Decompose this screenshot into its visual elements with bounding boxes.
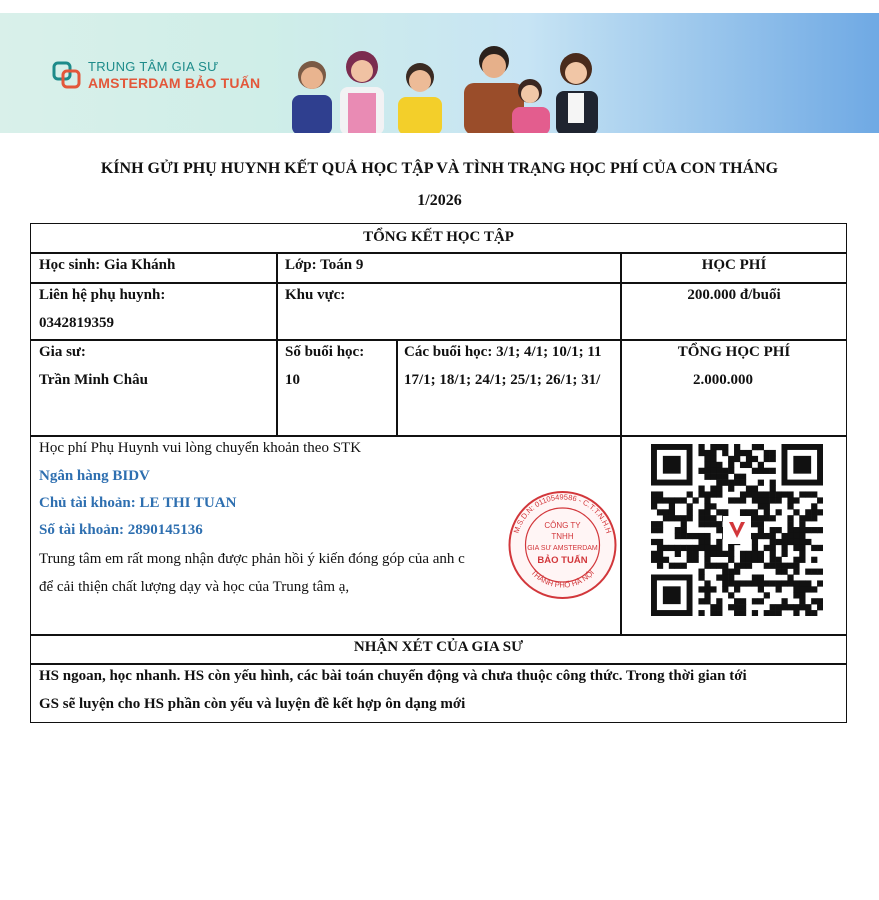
tutor-remarks-line1: HS ngoan, học nhanh. HS còn yếu hình, các bài toán chuyển động và chưa thuộc công thức. Trong thời gian tới (39, 668, 747, 684)
payment-instruction: Học phí Phụ Huynh vui lòng chuyển khoản theo STK (39, 440, 362, 456)
svg-text:THÀNH PHỐ HÀ NỘI: THÀNH PHỐ HÀ NỘI (529, 568, 596, 590)
payment-qr-code-icon (651, 444, 823, 616)
tutor-label: Gia sư: (39, 344, 86, 360)
session-dates-line1: Các buổi học: 3/1; 4/1; 10/1; 11 (404, 344, 602, 360)
table-divider (276, 252, 278, 435)
fee-value: 200.000 đ/buổi (687, 287, 781, 303)
parent-phone: 0342819359 (39, 315, 114, 331)
total-fee-label: TỔNG HỌC PHÍ (677, 344, 791, 360)
student-name: Học sinh: Gia Khánh (39, 257, 176, 273)
svg-text:CÔNG TY: CÔNG TY (544, 521, 581, 530)
table-header: TỔNG KẾT HỌC TẬP (363, 229, 514, 245)
session-dates-line2: 17/1; 18/1; 24/1; 25/1; 26/1; 31/ (404, 372, 601, 388)
tutor-name: Trần Minh Châu (39, 372, 148, 388)
remarks-header: NHẬN XÉT CỦA GIA SƯ (353, 639, 524, 655)
account-number: Số tài khoản: 2890145136 (39, 522, 203, 538)
page-title-month: 1/2026 (417, 192, 462, 209)
sessions-count: 10 (285, 372, 300, 388)
svg-text:BẢO TUẤN: BẢO TUẤN (537, 555, 588, 566)
logo-text-line2: AMSTERDAM BẢO TUẤN (88, 75, 261, 91)
company-stamp-icon (505, 490, 620, 600)
table-divider (620, 252, 622, 634)
account-holder: Chủ tài khoản: LE THI TUAN (39, 495, 237, 511)
team-photo-image (272, 33, 612, 133)
area-label: Khu vực: (285, 287, 346, 303)
tutor-remarks-line2: GS sẽ luyện cho HS phần còn yếu và luyện đề kết hợp ôn dạng mới (39, 696, 466, 712)
svg-text:GIA SƯ AMSTERDAM: GIA SƯ AMSTERDAM (527, 545, 598, 552)
class-name: Lớp: Toán 9 (285, 257, 364, 273)
page-title: KÍNH GỬI PHỤ HUYNH KẾT QUẢ HỌC TẬP VÀ TÌNH TRẠNG HỌC PHÍ CỦA CON THÁNG (100, 160, 779, 177)
sessions-label: Số buổi học: (285, 344, 365, 360)
svg-text:TNHH: TNHH (551, 532, 574, 541)
feedback-text-line1: Trung tâm em rất mong nhận được phản hồi ý kiến đóng góp của anh c (39, 551, 465, 567)
header-banner (0, 13, 879, 133)
table-divider (396, 339, 398, 435)
logo-text-line1: TRUNG TÂM GIA SƯ (88, 59, 219, 74)
fee-label: HỌC PHÍ (701, 257, 767, 273)
bank-name: Ngân hàng BIDV (39, 468, 150, 484)
feedback-text-line2: để cải thiện chất lượng dạy và học của Trung tâm ạ, (39, 579, 350, 595)
tutoring-center-logo-icon (52, 60, 82, 90)
total-fee-value: 2.000.000 (693, 372, 753, 388)
svg-text:M.S.D.N: 0110549586 - C.T.T.N.: M.S.D.N: 0110549586 - C.T.T.N.H.H (511, 492, 614, 535)
parent-contact-label: Liên hệ phụ huynh: (39, 287, 166, 303)
